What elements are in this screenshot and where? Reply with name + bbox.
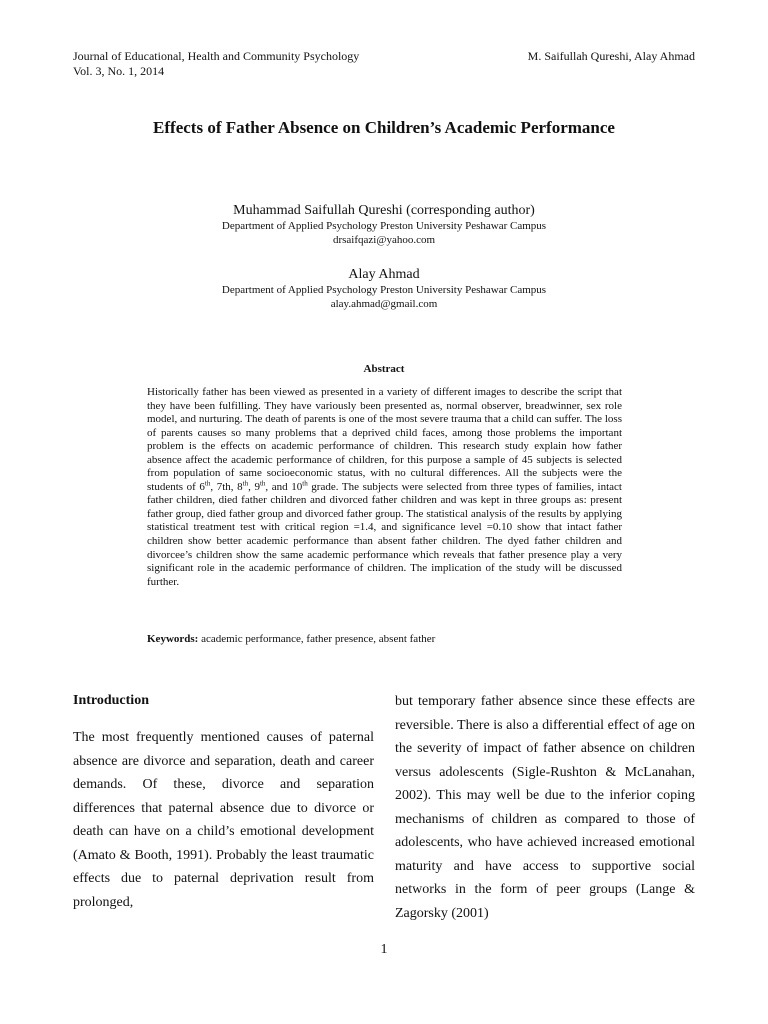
abstract-text: Historically father has been viewed as presented in a variety of different images to describe the script that they have been fulfilling. They have variously been presented as, normal observer, breadwinner, sex role model, and nurturing. The death of parents is one of the most severe trauma that a child can suffer. The loss of parents causes so many problems that a deprived child faces, among those problems the important problem is the effects on academic performance of children. This research study explain how father absence affect the academic performance of children, for this purpose a sample of 45 subjects is selected from population of same socioeconomic status, with no cultural differences. All the subjects were the students of 6 (147, 386, 622, 493)
running-header-left (73, 49, 359, 79)
abstract-text: , 7th, 8 (210, 480, 243, 493)
body-column-right: but temporary father absence since these effects are reversible. There is also a differential effect of age on the severity of impact of father absence on children versus adolescents (Sigle-Rushton & McLanahan, 2002). This may well be due to the inferior coping mechanisms of children as compared to those of adolescents, who have achieved increased emotional maturity and have access to supportive social networks in the form of peer groups (Lange & Zagorsky (2001) (395, 694, 695, 921)
superscript: th (302, 479, 308, 488)
author-email: alay.ahmad@gmail.com (330, 298, 438, 310)
abstract-heading: Abstract (363, 363, 405, 375)
superscript: th (259, 479, 266, 488)
keywords-text: academic performance, father presence, absent father (198, 633, 436, 645)
paper-title: Effects of Father Absence on Children’s Academic Performance (153, 118, 615, 137)
section-heading-introduction: Introduction (73, 693, 149, 708)
keywords (147, 633, 622, 645)
author-name: Muhammad Saifullah Qureshi (corresponding author) (233, 203, 535, 218)
header-authors: M. Saifullah Qureshi, Alay Ahmad (527, 49, 695, 63)
keywords-label: Keywords: (147, 633, 199, 645)
journal-volume: Vol. 3, No. 1, 2014 (73, 64, 165, 78)
author-2 (0, 266, 768, 311)
author-affiliation: Department of Applied Psychology Preston University Peshawar Campus (221, 284, 547, 296)
abstract-body (147, 386, 622, 589)
journal-name: Journal of Educational, Health and Community Psychology (73, 49, 360, 63)
author-email: drsaifqazi@yahoo.com (332, 234, 436, 246)
superscript: th (242, 479, 249, 488)
author-affiliation: Department of Applied Psychology Preston University Peshawar Campus (221, 220, 547, 232)
page-number: 1 (380, 942, 388, 957)
abstract-text: , 9 (248, 480, 260, 493)
superscript: th (204, 479, 211, 488)
running-header-right (528, 49, 695, 64)
body-column-left: The most frequently mentioned causes of paternal absence are divorce and separation, death and career demands. Of these, divorce and separation differences that paternal absence due to divorce or death can have on a child’s emotional development (Amato & Booth, 1991). Probably the least traumatic effects due to paternal deprivation result from prolonged, (73, 730, 374, 910)
author-1 (0, 202, 768, 247)
author-name: Alay Ahmad (348, 267, 420, 282)
abstract-text: , and 10 (265, 480, 303, 493)
abstract-text: grade. The subjects were selected from three types of families, intact father children, died father children and divorced father children and was kept in three groups as: present father group, died father group and divorced father group. The statistical analysis of the results by applying statistical treatment test with critical region =1.4, and significance level =0.10 show that intact father children show better academic performance than absent father children. The dyed father children and divorcee’s children show the same academic performance which reveals that father presence play a very significant role in the academic performance of children. The implication of the study will be discussed further. (147, 480, 622, 588)
